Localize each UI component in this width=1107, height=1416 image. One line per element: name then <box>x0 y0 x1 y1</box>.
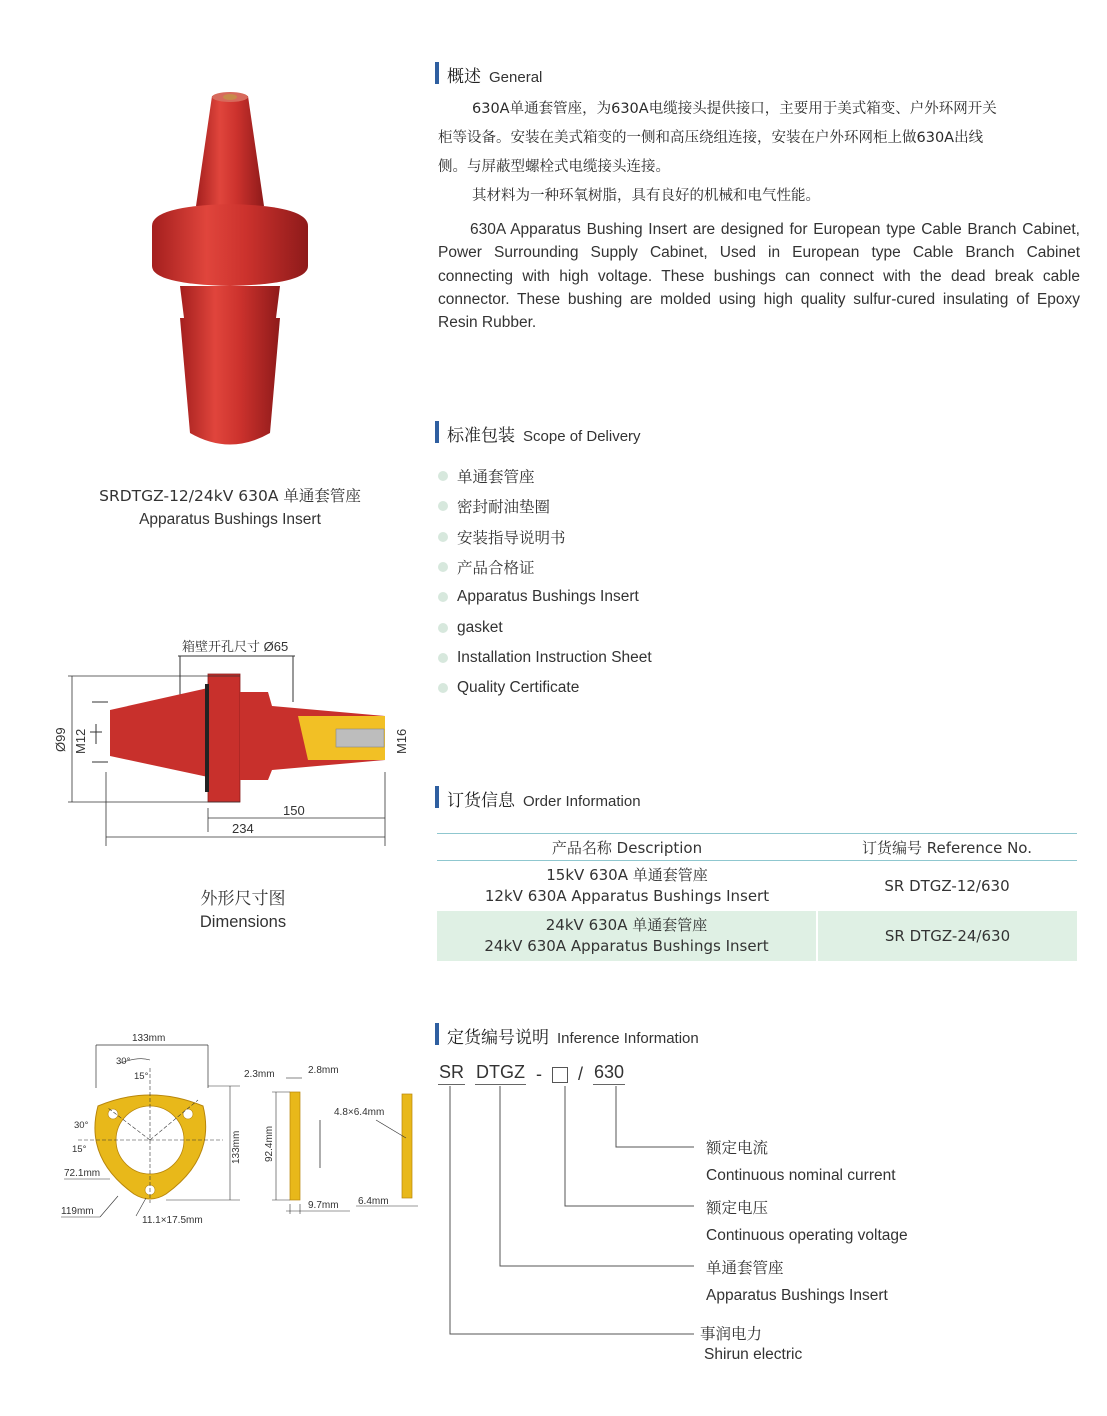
code-part-dtgz: DTGZ <box>475 1062 526 1085</box>
thread-shape <box>336 729 384 747</box>
heading-accent-bar <box>435 62 439 84</box>
product-name-en: Apparatus Bushings Insert <box>139 511 321 528</box>
description-en: 24kV 630A Apparatus Bushings Insert <box>484 937 769 955</box>
code-leader-lines <box>440 1084 710 1344</box>
list-item-label: 单通套管座 <box>457 468 535 487</box>
delivery-list <box>438 461 652 703</box>
gasket-drawing <box>58 1028 438 1228</box>
list-item <box>438 643 652 673</box>
bushing-photo <box>140 88 320 460</box>
flange-shape <box>208 674 240 802</box>
dimensions-caption <box>140 888 346 933</box>
general-title-en: General <box>489 69 543 86</box>
description-cell <box>437 911 817 961</box>
bullet-dot-icon <box>438 683 448 693</box>
bullet-dot-icon <box>438 501 448 511</box>
inference-title-cn: 定货编号说明 <box>447 1028 549 1048</box>
list-item-label: 密封耐油垫圈 <box>457 498 551 517</box>
list-item <box>438 552 652 582</box>
list-item <box>438 522 652 552</box>
order-heading <box>435 786 641 811</box>
description-cn: 24kV 630A 单通套管座 <box>545 916 708 934</box>
list-item-label: Apparatus Bushings Insert <box>457 588 639 606</box>
gasket-side-view <box>290 1092 300 1200</box>
angle-30-top: 30° <box>116 1056 131 1067</box>
current-label-en: Continuous nominal current <box>706 1167 896 1184</box>
width-64-label: 6.4mm <box>358 1196 389 1207</box>
gasket-height-label: 133mm <box>231 1130 242 1164</box>
bullet-dot-icon <box>438 562 448 572</box>
hole-size-label: 箱壁开孔尺寸 Ø65 <box>182 639 289 654</box>
inference-title-en: Inference Information <box>557 1030 699 1047</box>
bullet-dot-icon <box>438 592 448 602</box>
code-part-sr: SR <box>438 1062 465 1085</box>
list-item <box>438 673 652 703</box>
description-cn: 15kV 630A 单通套管座 <box>546 866 708 884</box>
general-cn-line-3: 侧。与屏蔽型螺栓式电缆接头连接。 <box>438 159 670 175</box>
radius-72-label: 72.1mm <box>64 1168 101 1179</box>
general-cn-line-4: 其材料为一种环氧树脂，具有良好的机械和电气性能。 <box>472 188 820 204</box>
thickness-23-label: 2.3mm <box>244 1069 275 1080</box>
thickness-28-label: 2.8mm <box>308 1065 339 1076</box>
heading-accent-bar <box>435 1023 439 1045</box>
length-234-label: 234 <box>232 821 254 836</box>
bullet-dot-icon <box>438 532 448 542</box>
angle-30-left: 30° <box>74 1120 89 1131</box>
general-title-cn: 概述 <box>447 67 481 87</box>
m16-label: M16 <box>394 728 409 754</box>
m12-label: M12 <box>73 728 88 754</box>
general-cn-line-1: 630A单通套管座，为630A电缆接头提供接口，主要用于美式箱变、户外环网开关 <box>472 101 997 117</box>
code-dash: - <box>536 1064 543 1084</box>
list-item-label: 产品合格证 <box>457 559 535 578</box>
general-en-text: 630A Apparatus Bushing Insert are designed for European type Cable Branch Cabinet, Power Surrounding Supply Cabinet, Used in European type Cable Branch Cabinet connecting with high voltage. These bushings can connect with the dead break cable connector. These bushing are molded using high quality sulfur-cured insulating of Epoxy Resin Rubber. <box>438 221 1080 332</box>
bullet-dot-icon <box>438 471 448 481</box>
slot-size-label: 11.1×17.5mm <box>142 1215 203 1226</box>
product-model: SRDTGZ-12/24kV 630A 单通套管座 <box>99 487 361 505</box>
list-item <box>438 612 652 642</box>
dimensions-caption-en: Dimensions <box>199 913 287 931</box>
delivery-heading <box>435 421 641 446</box>
company-label-cn: 事润电力 <box>700 1326 763 1343</box>
table-row <box>437 911 1077 961</box>
reference-cell: SR DTGZ-12/630 <box>884 876 1010 895</box>
angle-15-top: 15° <box>134 1071 149 1082</box>
bullet-dot-icon <box>438 623 448 633</box>
list-item-label: 安装指导说明书 <box>457 528 566 547</box>
voltage-label-cn: 额定电压 <box>706 1200 769 1217</box>
hole-48-label: 4.8×6.4mm <box>334 1107 385 1118</box>
voltage-label-en: Continuous operating voltage <box>706 1227 908 1244</box>
product-label-en: Apparatus Bushings Insert <box>706 1287 888 1304</box>
heading-accent-bar <box>435 786 439 808</box>
gasket-width-label: 133mm <box>132 1033 166 1044</box>
code-slash: / <box>578 1064 584 1084</box>
delivery-title-en: Scope of Delivery <box>523 428 641 445</box>
table-row <box>437 861 1077 912</box>
column-header-description: 产品名称 Description <box>437 834 817 861</box>
description-en: 12kV 630A Apparatus Bushings Insert <box>484 887 770 905</box>
code-part-630: 630 <box>593 1062 625 1085</box>
description-cell <box>437 861 817 912</box>
product-label-cn: 单通套管座 <box>706 1260 784 1277</box>
voltage-placeholder-box <box>552 1067 568 1083</box>
current-label-cn: 额定电流 <box>706 1140 769 1157</box>
general-cn-line-2: 柜等设备。安装在美式箱变的一侧和高压绕组连接，安装在户外环网柜上做630A出线 <box>438 130 984 146</box>
dimension-drawing <box>40 632 420 852</box>
order-title-en: Order Information <box>523 793 641 810</box>
list-item-label: gasket <box>457 618 503 636</box>
column-header-reference: 订货编号 Reference No. <box>817 834 1077 861</box>
delivery-title-cn: 标准包装 <box>447 426 515 446</box>
list-item <box>438 582 652 612</box>
radius-119-label: 119mm <box>61 1206 94 1217</box>
list-item-label: Quality Certificate <box>457 679 580 697</box>
heading-accent-bar <box>435 421 439 443</box>
order-table <box>437 833 1077 961</box>
dia-99-label: Ø99 <box>53 727 68 752</box>
bullet-dot-icon <box>438 653 448 663</box>
company-label-en: Shirun electric <box>704 1346 803 1363</box>
order-code <box>438 1062 625 1085</box>
width-97-label: 9.7mm <box>308 1200 339 1211</box>
height-924-label: 92.4mm <box>264 1125 275 1162</box>
list-item <box>438 491 652 521</box>
list-item-label: Installation Instruction Sheet <box>457 648 652 666</box>
inference-heading <box>435 1023 699 1048</box>
reference-cell: SR DTGZ-24/630 <box>817 911 1077 961</box>
product-caption <box>60 484 400 532</box>
table-header-row <box>437 834 1077 861</box>
angle-15-left: 15° <box>72 1144 87 1155</box>
left-cone-shape <box>110 688 208 777</box>
order-title-cn: 订货信息 <box>447 791 515 811</box>
general-heading <box>435 62 543 87</box>
list-item <box>438 461 652 491</box>
dimensions-caption-cn: 外形尺寸图 <box>200 889 286 909</box>
length-150-label: 150 <box>283 803 305 818</box>
